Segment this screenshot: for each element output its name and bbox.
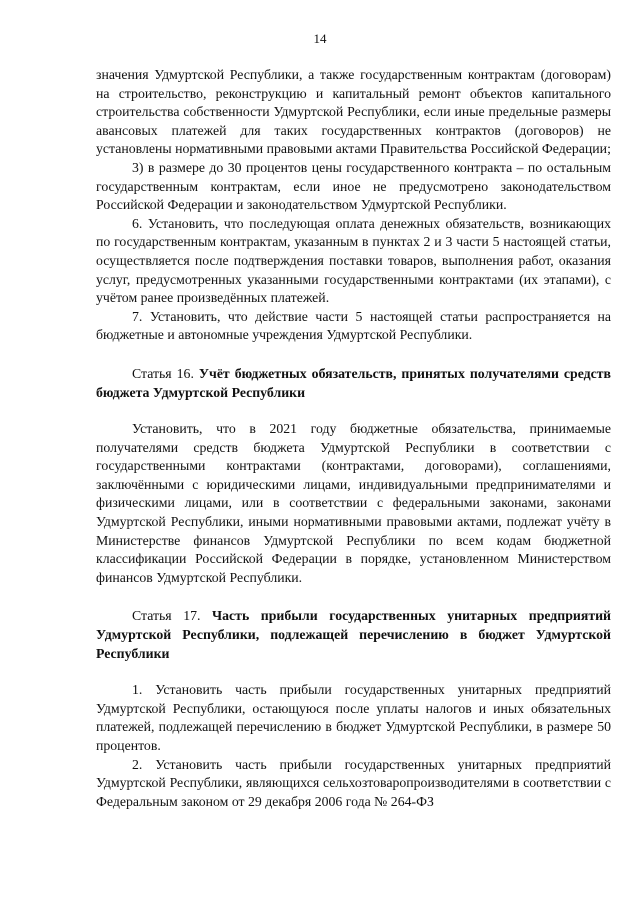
article-16-label: Статья 16.: [132, 365, 199, 381]
paragraph-point-7: 7. Установить, что действие части 5 настоящей статьи распространяется на бюджетные и автономные учреждения Удмуртской Республики.: [96, 308, 611, 343]
article-17-point-1: 1. Установить часть прибыли государственных унитарных предприятий Удмуртской Республики, остающуюся после уплаты налогов и иных обязательных платежей, подлежащей перечислению в бюджет Удмуртской Республики, в размере 50 процентов.: [96, 682, 611, 753]
article-16-heading: [96, 365, 611, 402]
article-16-title: Учёт бюджетных обязательств, принятых получателями средств бюджета Удмуртской Республики: [96, 365, 611, 400]
document-body: [96, 66, 611, 811]
article-17-label: Статья 17.: [132, 608, 213, 624]
page-number: 14: [313, 31, 327, 46]
article-17-heading: [96, 607, 611, 663]
article-17-point-2: 2. Установить часть прибыли государственных унитарных предприятий Удмуртской Республики, являющихся сельхозтоваропроизводителями в соответствии с Федеральным законом от 29 декабря 2006 года № 264-ФЗ: [96, 756, 611, 809]
article-16-text: Установить, что в 2021 году бюджетные обязательства, принимаемые получателями средств бюджета Удмуртской Республики в соответствии с государственными контрактами (контрактами, договорами), соглашениями, заключёнными с юридическими лицами, индивидуальными предпринимателями и физическими лицами, или в соответствии с федеральными законами, законами Удмуртской Республики, иными нормативными правовыми актами, подлежат учёту в Министерстве финансов Удмуртской Республики по всем кодам бюджетной классификации Российской Федерации в порядке, установленном Министерством финансов Удмуртской Республики.: [96, 421, 611, 585]
paragraph-continuation: значения Удмуртской Республики, а также государственным контрактам (договорам) на строительство, реконструкцию и капитальный ремонт объектов капитального строительства собственности Удмуртской Республики, если иные предельные размеры авансовых платежей для таких государственных контрактов (договоров) не установлены нормативными правовыми актами Правительства Российской Федерации;: [96, 67, 611, 157]
paragraph-point-6: 6. Установить, что последующая оплата денежных обязательств, возникающих по государственным контрактам, указанным в пунктах 2 и 3 части 5 настоящей статьи, осуществляется после подтверждения поставки товаров, выполнения работ, оказания услуг, предусмотренных указанными государственными контрактами (их этапами), с учётом ранее произведённых платежей.: [96, 215, 611, 306]
article-17-title: Часть прибыли государственных унитарных предприятий Удмуртской Республики, подлежащей перечислению в бюджет Удмуртской Республики: [96, 608, 611, 661]
paragraph-item-3: 3) в размере до 30 процентов цены государственного контракта – по остальным государственным контрактам, если иное не предусмотрено законодательством Российской Федерации и законодательством Удмуртской Республики.: [96, 159, 611, 213]
